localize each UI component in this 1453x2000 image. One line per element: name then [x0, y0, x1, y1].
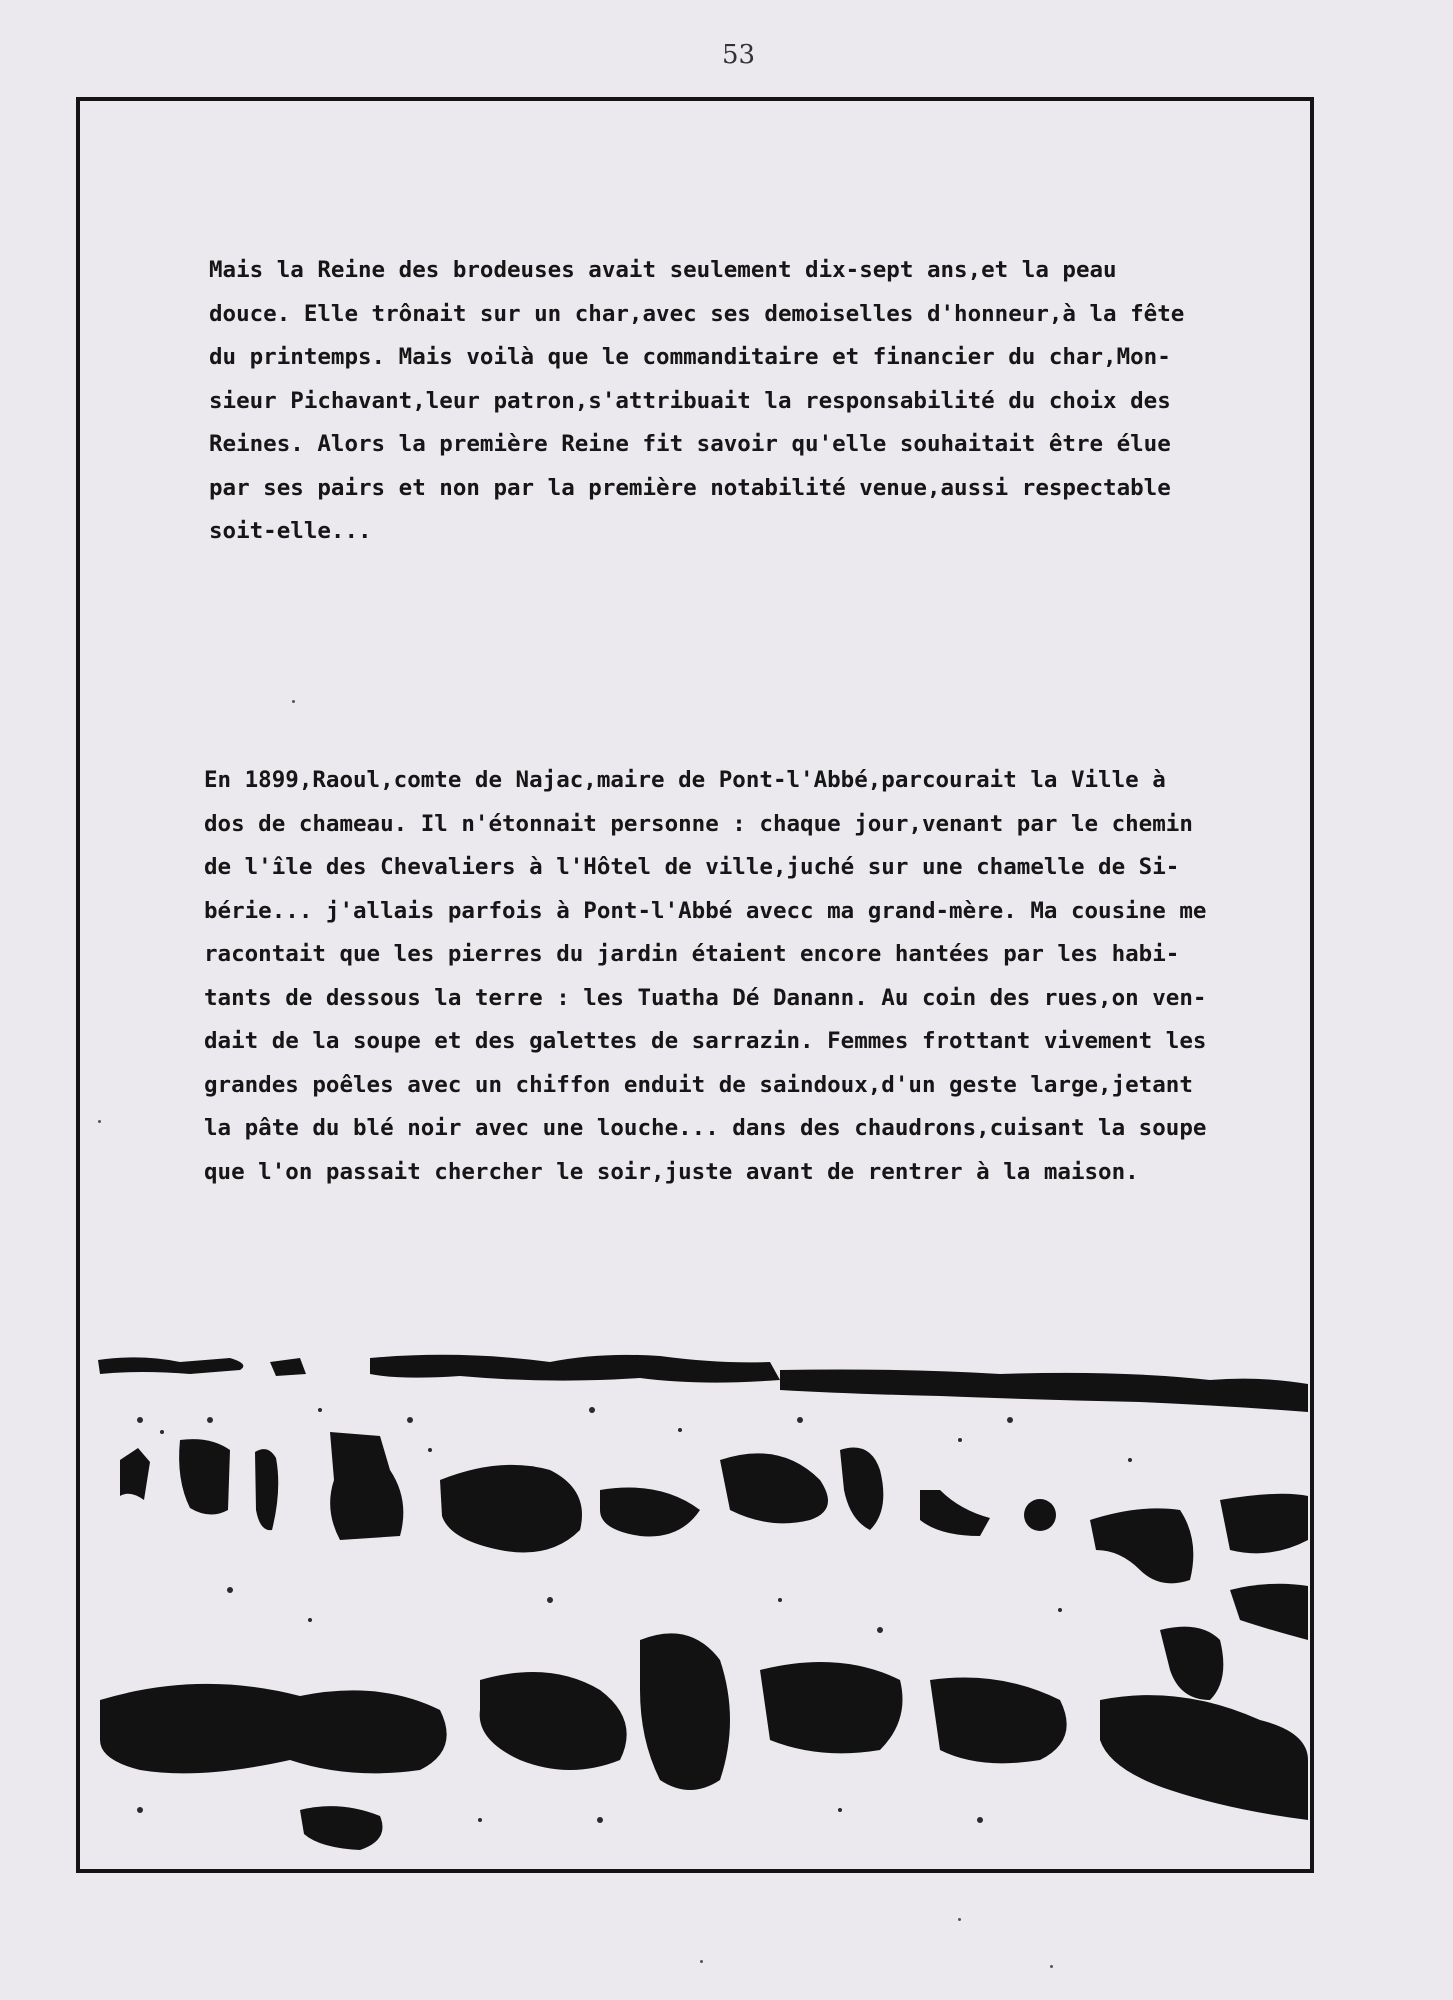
paragraph-reine-des-brodeuses — [209, 249, 1184, 554]
ink-strokes — [98, 1355, 1308, 1850]
text-line: En 1899,Raoul,comte de Najac,maire de Pont-l'Abbé,parcourait la Ville à — [204, 767, 1166, 793]
ink-print-art-icon — [80, 1340, 1310, 1860]
paragraph-comte-de-najac — [204, 759, 1206, 1194]
paper-speck — [700, 1960, 703, 1963]
text-line: du printemps. Mais voilà que le commanditaire et financier du char,Mon- — [209, 344, 1171, 370]
text-line: racontait que les pierres du jardin étaient encore hantées par les habi- — [204, 941, 1180, 967]
text-line: que l'on passait chercher le soir,juste avant de rentrer à la maison. — [204, 1158, 1139, 1185]
paper-speck — [292, 700, 295, 703]
text-line: grandes poêles avec un chiffon enduit de saindoux,d'un geste large,jetant — [204, 1071, 1193, 1098]
text-line: Reines. Alors la première Reine fit savoir qu'elle souhaitait être élue — [209, 431, 1171, 457]
text-line: dos de chameau. Il n'étonnait personne : chaque jour,venant par le chemin — [204, 810, 1193, 837]
text-line: bérie... j'allais parfois à Pont-l'Abbé avecc ma grand-mère. Ma cousine me — [204, 897, 1207, 924]
text-line: soit-elle... — [209, 518, 372, 544]
text-line: douce. Elle trônait sur un char,avec ses demoiselles d'honneur,à la fête — [209, 300, 1185, 327]
paper-speck — [958, 1918, 961, 1921]
text-line: Mais la Reine des brodeuses avait seulement dix-sept ans,et la peau — [209, 257, 1117, 283]
text-line: tants de dessous la terre : les Tuatha Dé Danann. Au coin des rues,on ven- — [204, 984, 1207, 1011]
text-line: la pâte du blé noir avec une louche... dans des chaudrons,cuisant la soupe — [204, 1115, 1207, 1141]
page-number: 53 — [722, 40, 756, 70]
text-line: de l'île des Chevaliers à l'Hôtel de ville,juché sur une chamelle de Si- — [204, 854, 1180, 880]
paper-speck — [1050, 1965, 1053, 1968]
text-line: dait de la soupe et des galettes de sarrazin. Femmes frottant vivement les — [204, 1028, 1207, 1054]
paper-speck — [98, 1120, 101, 1123]
text-line: par ses pairs et non par la première notabilité venue,aussi respectable — [209, 474, 1171, 501]
text-line: sieur Pichavant,leur patron,s'attribuait la responsabilité du choix des — [209, 387, 1171, 414]
